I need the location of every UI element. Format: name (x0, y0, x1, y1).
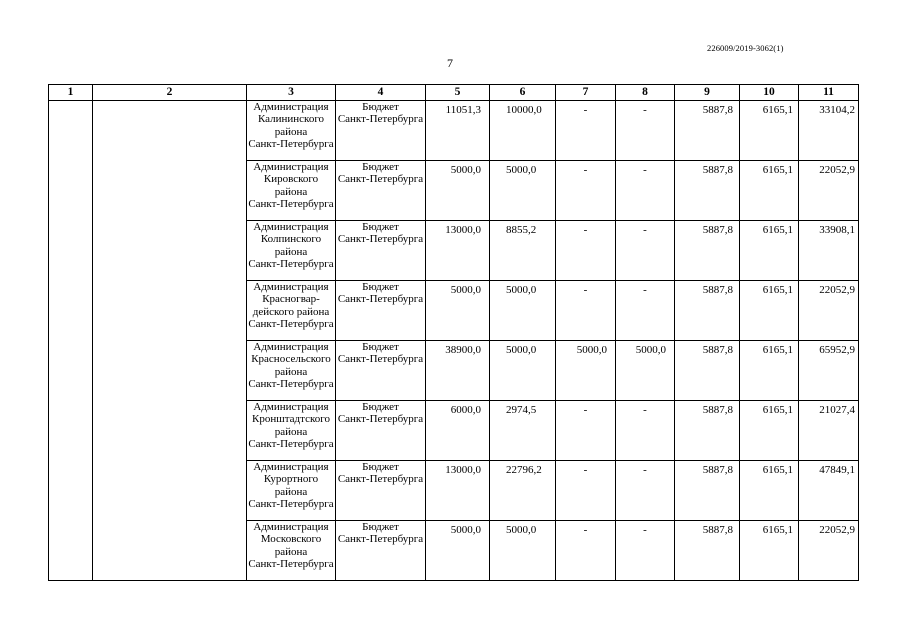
budget-source-line: Санкт-Петербурга (337, 293, 424, 306)
value-col7-cell: - (556, 521, 616, 581)
organization-line: Санкт-Петербурга (248, 497, 334, 510)
organization-line: района (274, 485, 308, 498)
organization-line: Администрация (253, 161, 329, 173)
value-col9-cell: 5887,8 (675, 401, 740, 461)
column-header: 5 (426, 85, 490, 101)
value-col5-cell: 38900,0 (426, 341, 490, 401)
document-id: 226009/2019-3062(1) (707, 43, 784, 53)
organization-line: Санкт-Петербурга (248, 257, 334, 270)
value-col10-cell: 6165,1 (740, 401, 799, 461)
value-col6-cell: 5000,0 (490, 281, 556, 341)
value-col11-cell: 22052,9 (799, 281, 859, 341)
organization-line: района (274, 425, 308, 438)
value-col6-cell: 2974,5 (490, 401, 556, 461)
budget-source-cell (336, 461, 426, 521)
organization-line: Санкт-Петербурга (248, 137, 334, 150)
budget-source-line: Санкт-Петербурга (337, 353, 424, 366)
value-col10-cell: 6165,1 (740, 221, 799, 281)
organization-line: Московского (260, 533, 322, 546)
organization-line: района (274, 365, 308, 378)
value-col5-cell: 11051,3 (426, 101, 490, 161)
value-col6-cell: 5000,0 (490, 341, 556, 401)
value-col8-cell: - (616, 461, 675, 521)
value-col9-cell: 5887,8 (675, 461, 740, 521)
budget-source-cell (336, 101, 426, 161)
value-col8-cell: - (616, 401, 675, 461)
organization-line: дейского района (252, 305, 330, 318)
value-col6-cell: 5000,0 (490, 161, 556, 221)
value-col11-cell: 22052,9 (799, 161, 859, 221)
budget-source-cell (336, 521, 426, 581)
value-col10-cell: 6165,1 (740, 161, 799, 221)
col1-cell (49, 101, 93, 581)
organization-line: Администрация (253, 461, 329, 473)
organization-cell (247, 401, 336, 461)
value-col8-cell: - (616, 521, 675, 581)
column-header: 11 (799, 85, 859, 101)
budget-source-line: Бюджет (362, 341, 399, 353)
budget-source-line: Бюджет (362, 101, 399, 113)
organization-line: Санкт-Петербурга (248, 197, 334, 210)
value-col10-cell: 6165,1 (740, 461, 799, 521)
organization-line: Администрация (253, 221, 329, 233)
value-col7-cell: - (556, 401, 616, 461)
organization-cell (247, 461, 336, 521)
value-col5-cell: 13000,0 (426, 461, 490, 521)
organization-line: района (274, 125, 308, 138)
organization-line: Санкт-Петербурга (248, 317, 334, 330)
organization-line: Администрация (253, 101, 329, 113)
budget-source-cell (336, 221, 426, 281)
organization-line: района (274, 545, 308, 558)
page-number: 7 (447, 56, 453, 70)
organization-cell (247, 341, 336, 401)
table-row (49, 101, 859, 161)
column-header: 1 (49, 85, 93, 101)
organization-line: Санкт-Петербурга (248, 557, 334, 570)
organization-line: Администрация (253, 341, 329, 353)
budget-source-cell (336, 281, 426, 341)
value-col9-cell: 5887,8 (675, 221, 740, 281)
value-col10-cell: 6165,1 (740, 281, 799, 341)
budget-table (48, 84, 859, 581)
organization-cell (247, 101, 336, 161)
value-col10-cell: 6165,1 (740, 101, 799, 161)
value-col5-cell: 6000,0 (426, 401, 490, 461)
budget-source-cell (336, 341, 426, 401)
column-header: 6 (490, 85, 556, 101)
organization-line: Администрация (253, 521, 329, 533)
value-col11-cell: 33908,1 (799, 221, 859, 281)
column-header: 3 (247, 85, 336, 101)
organization-cell (247, 161, 336, 221)
budget-source-line: Бюджет (362, 521, 399, 533)
header-row (49, 85, 859, 101)
budget-source-line: Санкт-Петербурга (337, 173, 424, 186)
value-col6-cell: 22796,2 (490, 461, 556, 521)
budget-source-line: Бюджет (362, 161, 399, 173)
value-col8-cell: - (616, 221, 675, 281)
value-col9-cell: 5887,8 (675, 101, 740, 161)
value-col7-cell: - (556, 221, 616, 281)
column-header: 10 (740, 85, 799, 101)
organization-line: Администрация (253, 401, 329, 413)
value-col7-cell: - (556, 101, 616, 161)
organization-line: Красногвар- (262, 293, 320, 306)
organization-line: Красносельского (251, 353, 331, 366)
organization-line: Санкт-Петербурга (248, 377, 334, 390)
value-col10-cell: 6165,1 (740, 341, 799, 401)
value-col9-cell: 5887,8 (675, 161, 740, 221)
value-col11-cell: 21027,4 (799, 401, 859, 461)
value-col6-cell: 8855,2 (490, 221, 556, 281)
organization-line: Курортного (263, 473, 319, 486)
column-header: 9 (675, 85, 740, 101)
organization-line: района (274, 185, 308, 198)
value-col8-cell: - (616, 101, 675, 161)
value-col9-cell: 5887,8 (675, 521, 740, 581)
organization-cell (247, 221, 336, 281)
value-col5-cell: 13000,0 (426, 221, 490, 281)
value-col8-cell: - (616, 161, 675, 221)
value-col7-cell: - (556, 161, 616, 221)
budget-source-line: Санкт-Петербурга (337, 413, 424, 426)
value-col11-cell: 22052,9 (799, 521, 859, 581)
organization-line: Администрация (253, 281, 329, 293)
budget-source-cell (336, 401, 426, 461)
value-col6-cell: 5000,0 (490, 521, 556, 581)
organization-cell (247, 281, 336, 341)
value-col11-cell: 33104,2 (799, 101, 859, 161)
organization-line: Калининского (257, 113, 325, 126)
value-col6-cell: 10000,0 (490, 101, 556, 161)
organization-line: Колпинского (260, 233, 322, 246)
value-col7-cell: 5000,0 (556, 341, 616, 401)
value-col11-cell: 47849,1 (799, 461, 859, 521)
value-col7-cell: - (556, 281, 616, 341)
organization-cell (247, 521, 336, 581)
value-col5-cell: 5000,0 (426, 161, 490, 221)
column-header: 2 (93, 85, 247, 101)
budget-source-line: Санкт-Петербурга (337, 113, 424, 126)
organization-line: Кронштадтского (252, 413, 330, 426)
column-header: 7 (556, 85, 616, 101)
value-col9-cell: 5887,8 (675, 281, 740, 341)
column-header: 4 (336, 85, 426, 101)
budget-source-line: Бюджет (362, 221, 399, 233)
value-col5-cell: 5000,0 (426, 281, 490, 341)
organization-line: Кировского (263, 173, 319, 186)
budget-source-line: Санкт-Петербурга (337, 233, 424, 246)
value-col7-cell: - (556, 461, 616, 521)
budget-source-cell (336, 161, 426, 221)
organization-line: района (274, 245, 308, 258)
value-col9-cell: 5887,8 (675, 341, 740, 401)
value-col5-cell: 5000,0 (426, 521, 490, 581)
value-col10-cell: 6165,1 (740, 521, 799, 581)
value-col8-cell: - (616, 281, 675, 341)
col2-cell (93, 101, 247, 581)
budget-source-line: Санкт-Петербурга (337, 473, 424, 486)
organization-line: Санкт-Петербурга (248, 437, 334, 450)
budget-source-line: Бюджет (362, 401, 399, 413)
value-col8-cell: 5000,0 (616, 341, 675, 401)
budget-source-line: Бюджет (362, 461, 399, 473)
value-col11-cell: 65952,9 (799, 341, 859, 401)
budget-source-line: Бюджет (362, 281, 399, 293)
budget-source-line: Санкт-Петербурга (337, 533, 424, 546)
column-header: 8 (616, 85, 675, 101)
